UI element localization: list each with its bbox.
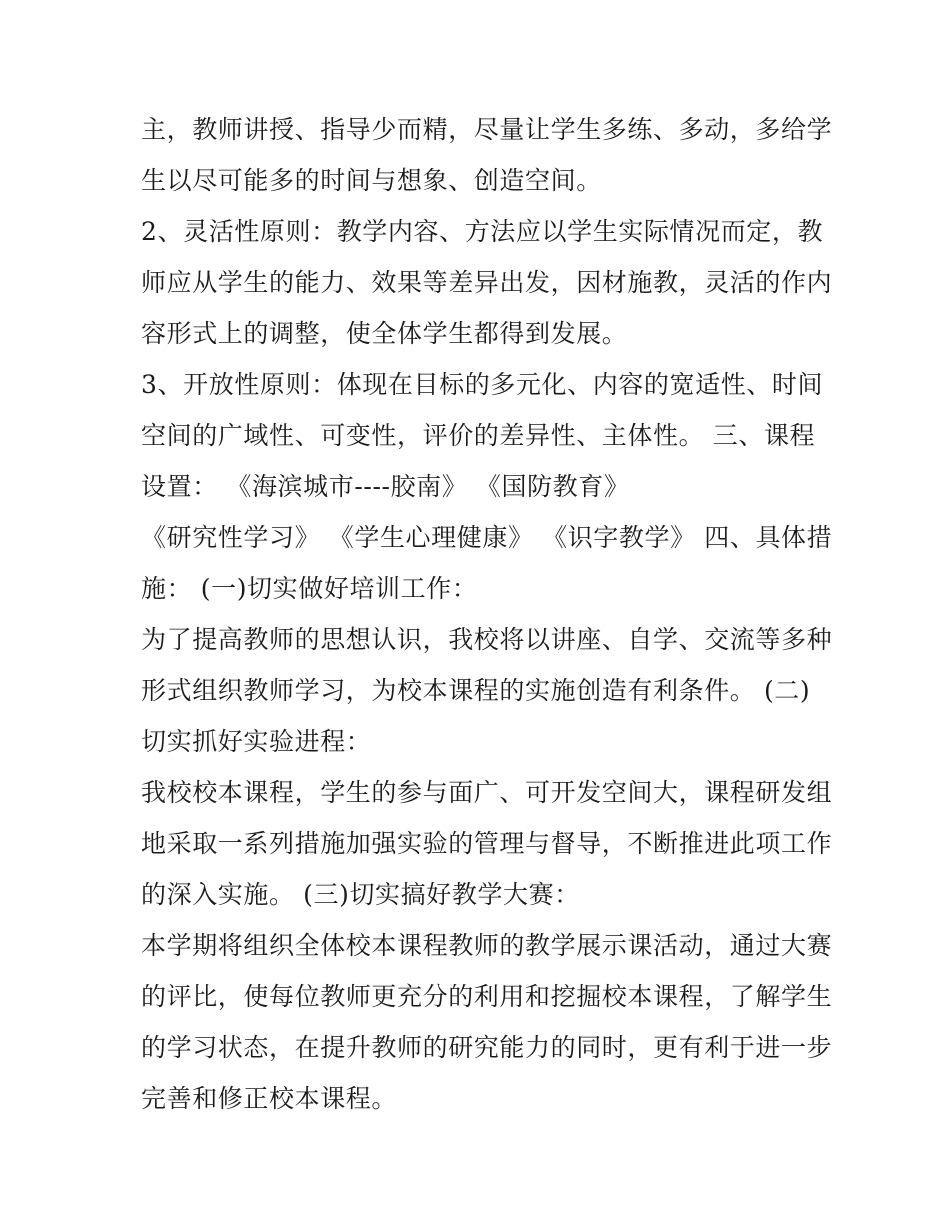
text-line: 完善和修正校本课程。 [141, 1084, 398, 1113]
text-line: 我校校本课程，学生的参与面广、可开发空间大，课程研发组 [141, 778, 833, 807]
text-line: 地采取一系列措施加强实验的管理与督导，不断推进此项工作 [141, 829, 833, 858]
text-line: 《研究性学习》 《学生心理健康》 《识字教学》 四、具体措 [141, 523, 833, 552]
text-line: 形式组织教师学习，为校本课程的实施创造有利条件。 (二) [141, 676, 811, 705]
text-line: 生以尽可能多的时间与想象、创造空间。 [141, 166, 602, 195]
text-line: 师应从学生的能力、效果等差异出发，因材施教，灵活的作内 [141, 268, 833, 297]
text-line: 的评比，使每位教师更充分的利用和挖掘校本课程，了解学生 [141, 982, 833, 1011]
text-line: 设置： 《海滨城市----胶南》 《国防教育》 [141, 472, 630, 501]
text-line: 主，教师讲授、指导少而精，尽量让学生多练、多动，多给学 [141, 115, 833, 144]
text-line: 施： (一)切实做好培训工作： [141, 574, 478, 603]
text-line: 的深入实施。 (三)切实搞好教学大赛： [141, 880, 580, 909]
text-line: 为了提高教师的思想认识，我校将以讲座、自学、交流等多种 [141, 625, 833, 654]
text-line: 切实抓好实验进程： [141, 727, 372, 756]
text-line: 2、灵活性原则：教学内容、方法应以学生实际情况而定，教 [141, 217, 824, 246]
document-body [141, 104, 833, 1124]
text-line: 容形式上的调整，使全体学生都得到发展。 [141, 319, 628, 348]
text-line: 3、开放性原则：体现在目标的多元化、内容的宽适性、时间 [141, 370, 824, 399]
text-line: 本学期将组织全体校本课程教师的教学展示课活动，通过大赛 [141, 931, 833, 960]
text-line: 空间的广域性、可变性，评价的差异性、主体性。 三、课程 [141, 421, 816, 450]
text-line: 的学习状态，在提升教师的研究能力的同时，更有利于进一步 [141, 1033, 833, 1062]
